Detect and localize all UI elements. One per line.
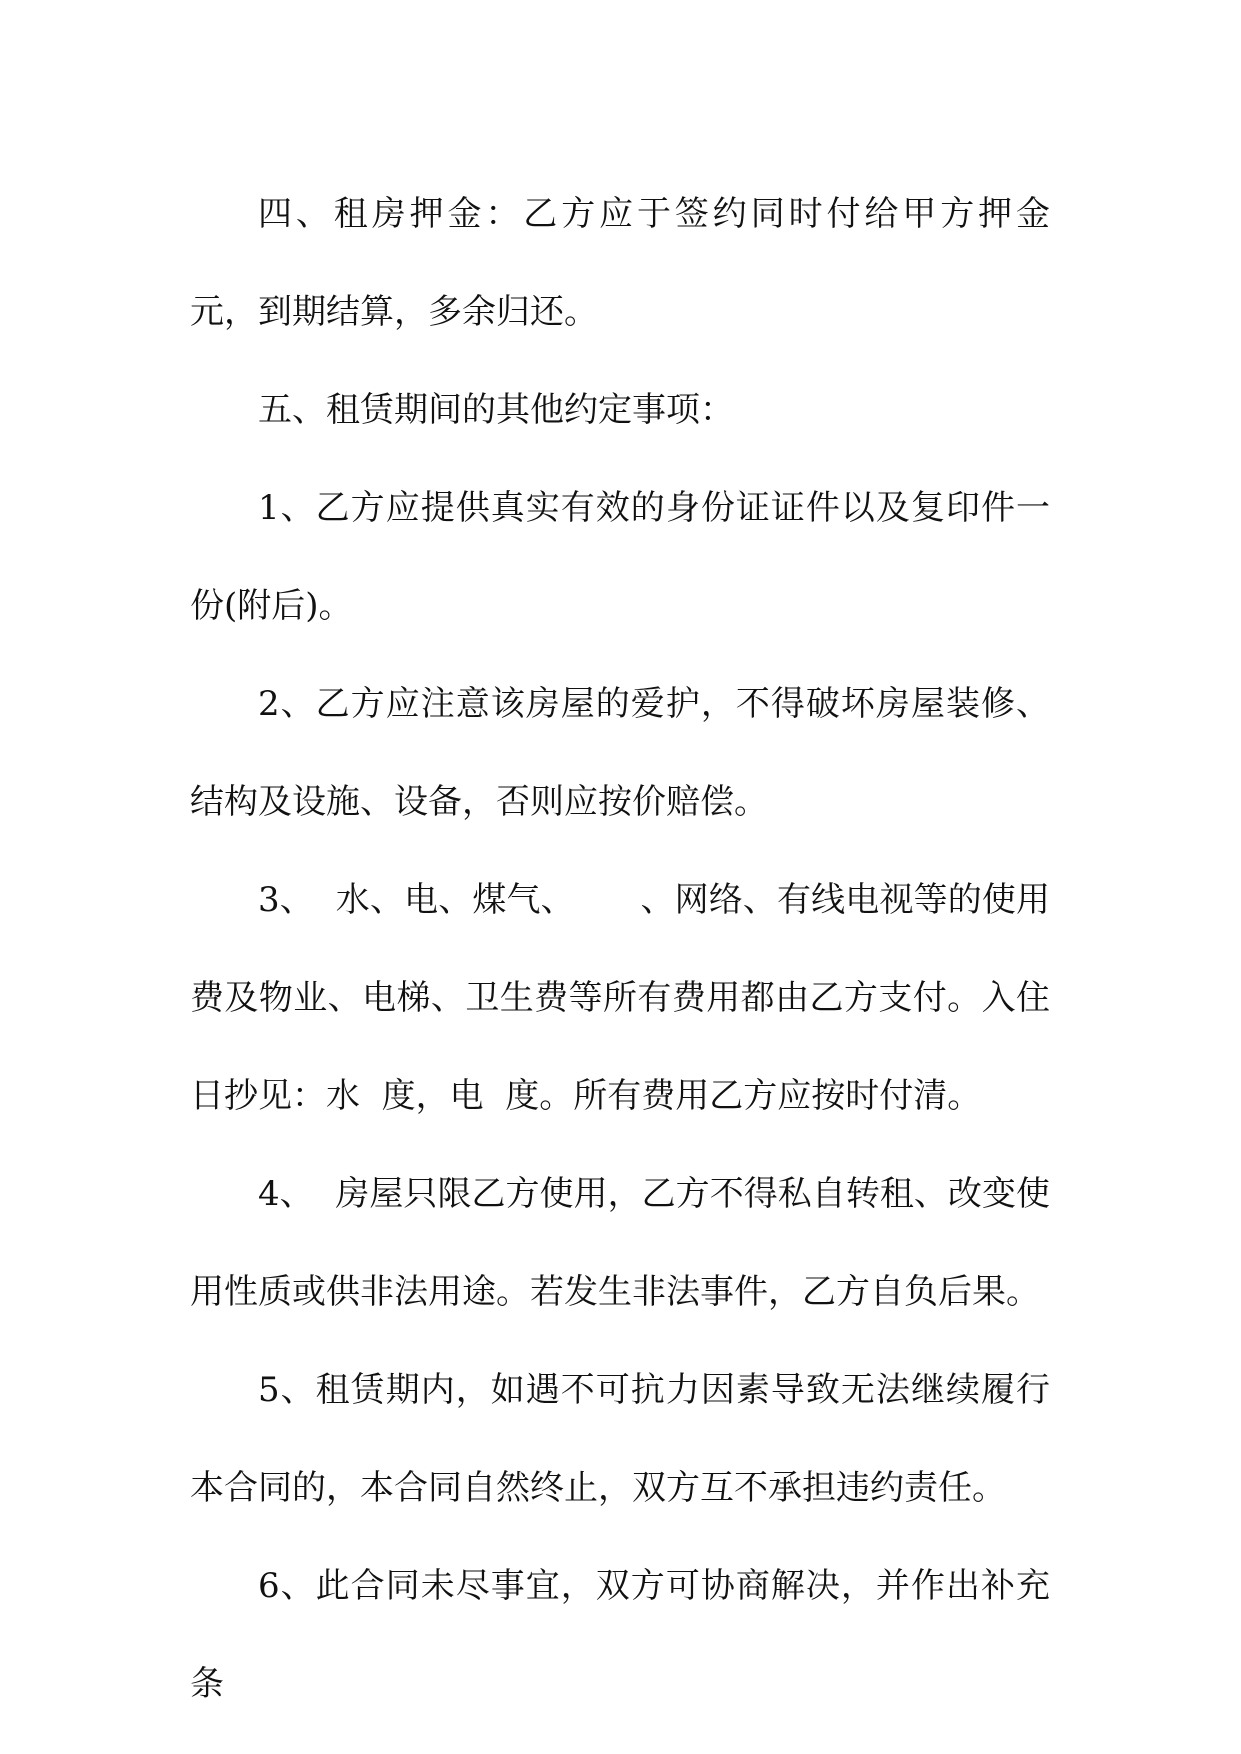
document-body: [190, 165, 1072, 1733]
paragraph-item-2: 2、乙方应注意该房屋的爱护，不得破坏房屋装修、结构及设施、设备，否则应按价赔偿。: [190, 684, 1050, 822]
paragraph-deposit: 四、租房押金：乙方应于签约同时付给甲方押金 元，到期结算，多余归还。: [190, 194, 1072, 332]
paragraph-item-6: 6、此合同未尽事宜，双方可协商解决，并作出补充条: [190, 1566, 1050, 1704]
paragraph-item-4: 4、 房屋只限乙方使用，乙方不得私自转租、改变使用性质或供非法用途。若发生非法事件，乙方自负后果。: [190, 1174, 1050, 1312]
paragraph-other-terms-heading: 五、租赁期间的其他约定事项：: [258, 390, 734, 430]
paragraph-item-3: 3、 水、电、煤气、 、网络、有线电视等的使用费及物业、电梯、卫生费等所有费用都由乙方支付。入住日抄见：水 度，电 度。所有费用乙方应按时付清。: [190, 880, 1050, 1116]
paragraph-item-1: 1、乙方应提供真实有效的身份证证件以及复印件一份(附后)。: [190, 488, 1050, 626]
paragraph-item-5: 5、租赁期内，如遇不可抗力因素导致无法继续履行本合同的，本合同自然终止，双方互不承担违约责任。: [190, 1370, 1050, 1508]
